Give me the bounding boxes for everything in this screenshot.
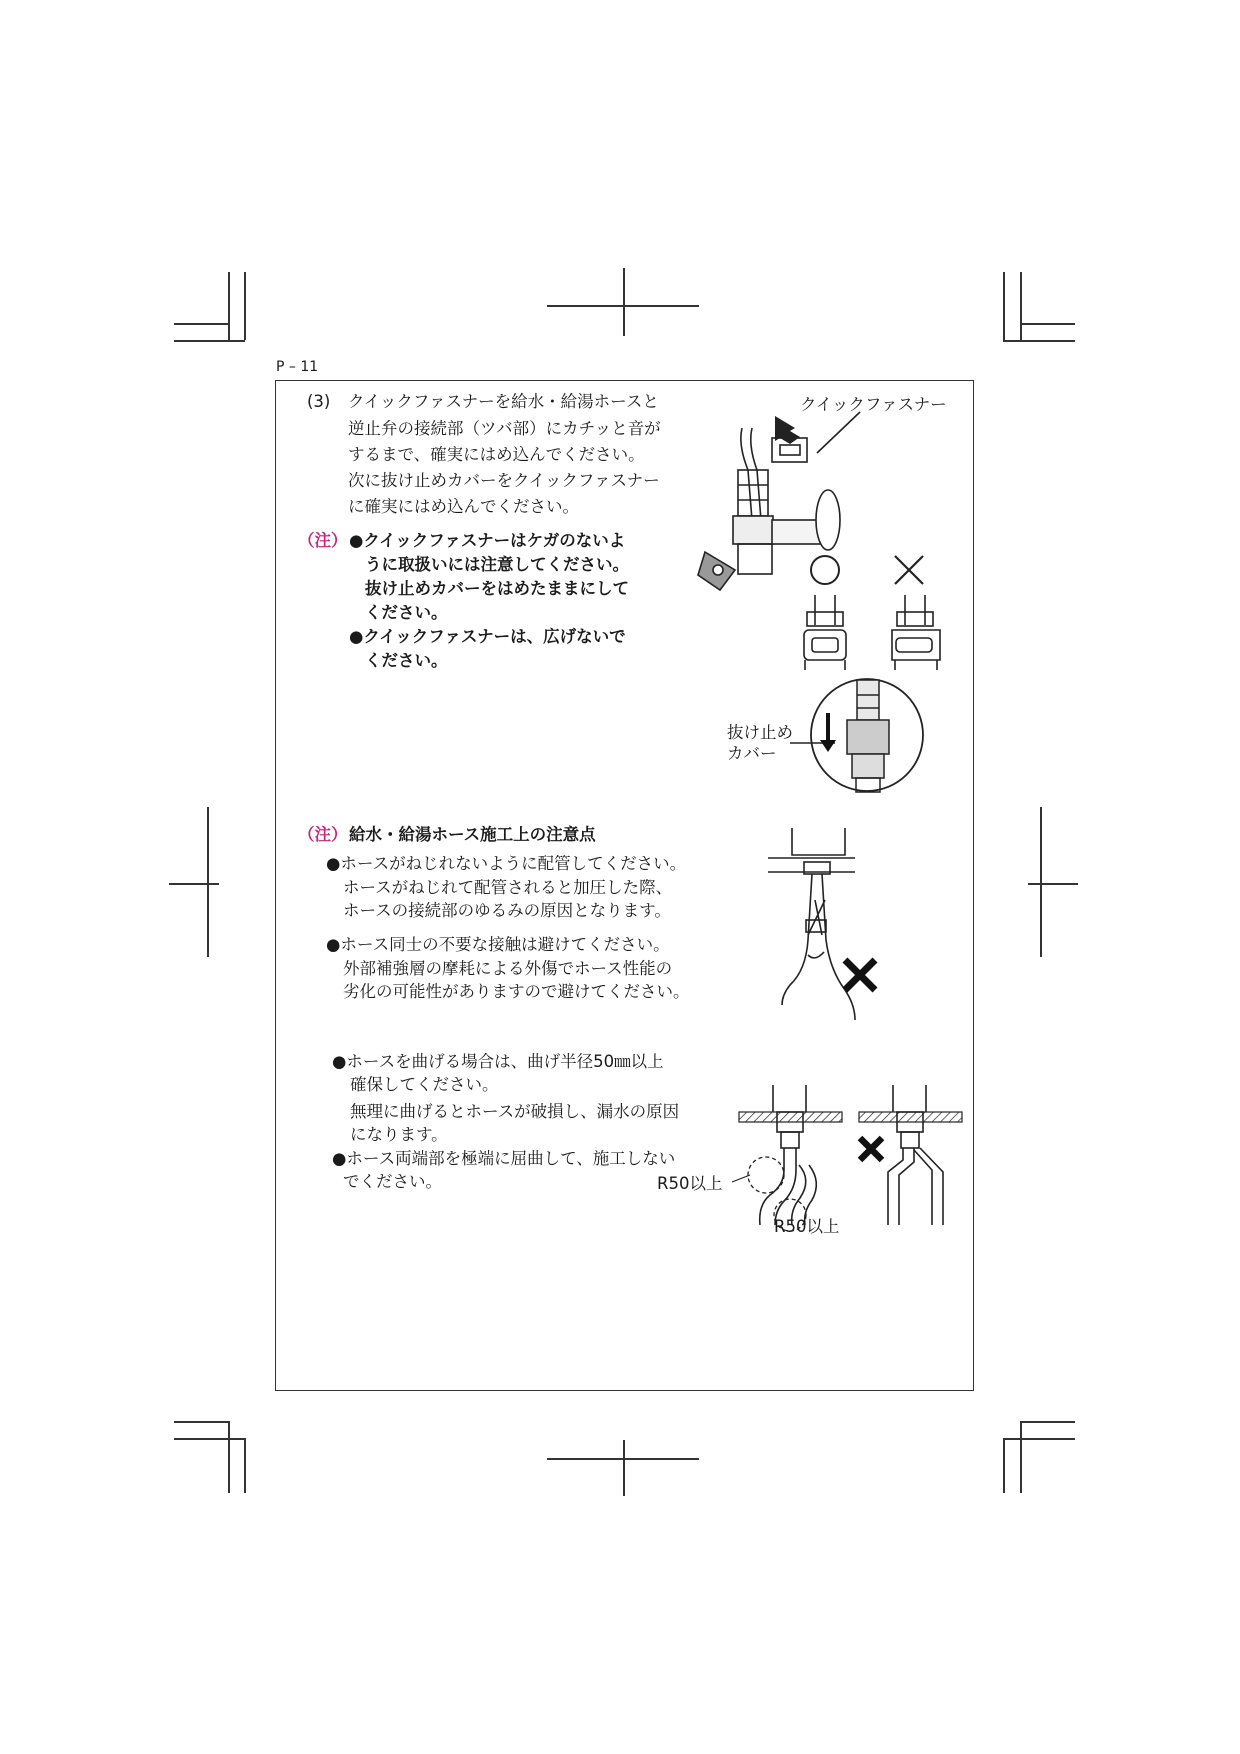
step-line: クイックファスナーを給水・給湯ホースと xyxy=(348,392,659,411)
note-line: うに取扱いには注意してください。 xyxy=(365,555,629,574)
bullet-line: 劣化の可能性がありますので避けてください。 xyxy=(343,982,690,1001)
bullet-line: になります。 xyxy=(350,1125,448,1144)
note-title: 給水・給湯ホース施工上の注意点 xyxy=(349,825,596,844)
note-line: ●クイックファスナーはケガのないよ xyxy=(349,531,626,550)
label-cover: カバー xyxy=(727,744,777,763)
label-quick-fastener: クイックファスナー xyxy=(800,395,947,414)
bullet-line: ●ホース両端部を極端に屈曲して、施工しない xyxy=(332,1149,676,1168)
page-number: P – 11 xyxy=(276,359,319,375)
label-r50: R50以上 xyxy=(657,1174,723,1193)
note-line: ください。 xyxy=(365,651,448,670)
note-tag: （注） xyxy=(298,531,348,550)
step-line: 次に抜け止めカバーをクイックファスナー xyxy=(348,471,660,490)
bullet-line: 外部補強層の摩耗による外傷でホース性能の xyxy=(343,959,673,978)
bullet-line: 確保してください。 xyxy=(350,1075,499,1094)
step-line: するまで、確実にはめ込んでください。 xyxy=(348,445,645,464)
label-cover: 抜け止め xyxy=(727,723,793,742)
step-number: (3) xyxy=(307,392,331,411)
bullet-line: ホースがねじれて配管されると加圧した際、 xyxy=(343,878,673,897)
note-line: ください。 xyxy=(365,603,448,622)
note-tag: （注） xyxy=(298,825,348,844)
step-line: に確実にはめ込んでください。 xyxy=(348,497,579,516)
note-line: ●クイックファスナーは、広げないで xyxy=(349,627,626,646)
bullet-line: ホースの接続部のゆるみの原因となります。 xyxy=(343,901,671,920)
step-line: 逆止弁の接続部（ツバ部）にカチッと音が xyxy=(348,419,661,438)
bullet-line: ●ホースを曲げる場合は、曲げ半径50㎜以上 xyxy=(332,1052,664,1071)
bullet-line: でください。 xyxy=(343,1172,442,1191)
label-r50: R50以上 xyxy=(774,1217,840,1236)
bullet-line: 無理に曲げるとホースが破損し、漏水の原因 xyxy=(350,1102,680,1121)
bullet-line: ●ホースがねじれないように配管してください。 xyxy=(326,854,687,873)
bullet-line: ●ホース同士の不要な接触は避けてください。 xyxy=(326,935,670,954)
note-line: 抜け止めカバーをはめたままにして xyxy=(365,579,629,598)
